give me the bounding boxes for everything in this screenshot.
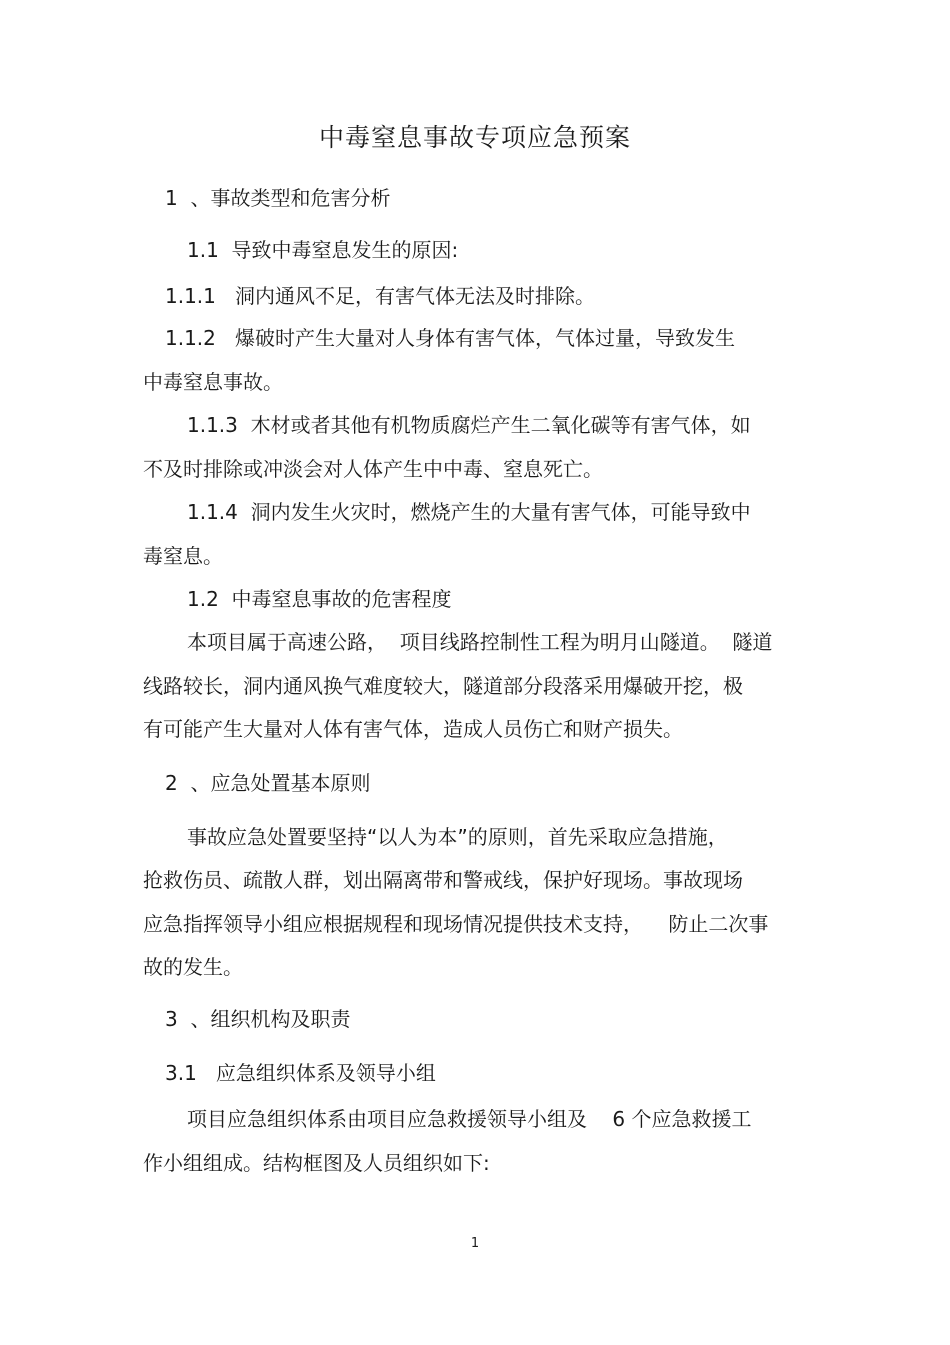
paragraph-line: 1.1.2 爆破时产生大量对人身体有害气体，气体过量，导致发生 xyxy=(165,326,735,350)
paragraph-line: 本项目属于高速公路， 项目线路控制性工程为明月山隧道。 隧道 xyxy=(187,630,773,654)
section-heading-1: 1 、事故类型和危害分析 xyxy=(165,186,391,210)
section-heading-3: 3 、组织机构及职责 xyxy=(165,1007,351,1031)
subsection-heading-3-1: 3.1 应急组织体系及领导小组 xyxy=(165,1061,436,1085)
subsection-heading-1-2: 1.2 中毒窒息事故的危害程度 xyxy=(187,587,452,611)
subsection-heading-1-1: 1.1 导致中毒窒息发生的原因: xyxy=(187,238,459,262)
paragraph-line: 故的发生。 xyxy=(143,955,243,979)
paragraph-line: 应急指挥领导小组应根据规程和现场情况提供技术支持， 防止二次事 xyxy=(143,912,769,936)
paragraph-line: 线路较长，洞内通风换气难度较大，隧道部分段落采用爆破开挖，极 xyxy=(143,674,743,698)
paragraph-line: 毒窒息。 xyxy=(143,544,223,568)
paragraph-line: 作小组组成。结构框图及人员组织如下: xyxy=(143,1151,490,1175)
paragraph-line: 项目应急组织体系由项目应急救援领导小组及 6 个应急救援工 xyxy=(187,1107,752,1131)
paragraph-line: 有可能产生大量对人体有害气体，造成人员伤亡和财产损失。 xyxy=(143,717,683,741)
paragraph-line: 抢救伤员、疏散人群，划出隔离带和警戒线，保护好现场。事故现场 xyxy=(143,868,743,892)
paragraph-line: 不及时排除或冲淡会对人体产生中中毒、窒息死亡。 xyxy=(143,457,603,481)
paragraph-line: 1.1.3 木材或者其他有机物质腐烂产生二氧化碳等有害气体，如 xyxy=(187,413,751,437)
document-title: 中毒窒息事故专项应急预案 xyxy=(318,123,631,152)
paragraph-line: 中毒窒息事故。 xyxy=(143,370,283,394)
paragraph-line: 1.1.1 洞内通风不足，有害气体无法及时排除。 xyxy=(165,284,595,308)
section-heading-2: 2 、应急处置基本原则 xyxy=(165,771,371,795)
page-number: 1 xyxy=(470,1236,480,1251)
paragraph-line: 事故应急处置要坚持“以人为本”的原则，首先采取应急措施， xyxy=(187,825,728,849)
paragraph-line: 1.1.4 洞内发生火灾时，燃烧产生的大量有害气体，可能导致中 xyxy=(187,500,751,524)
